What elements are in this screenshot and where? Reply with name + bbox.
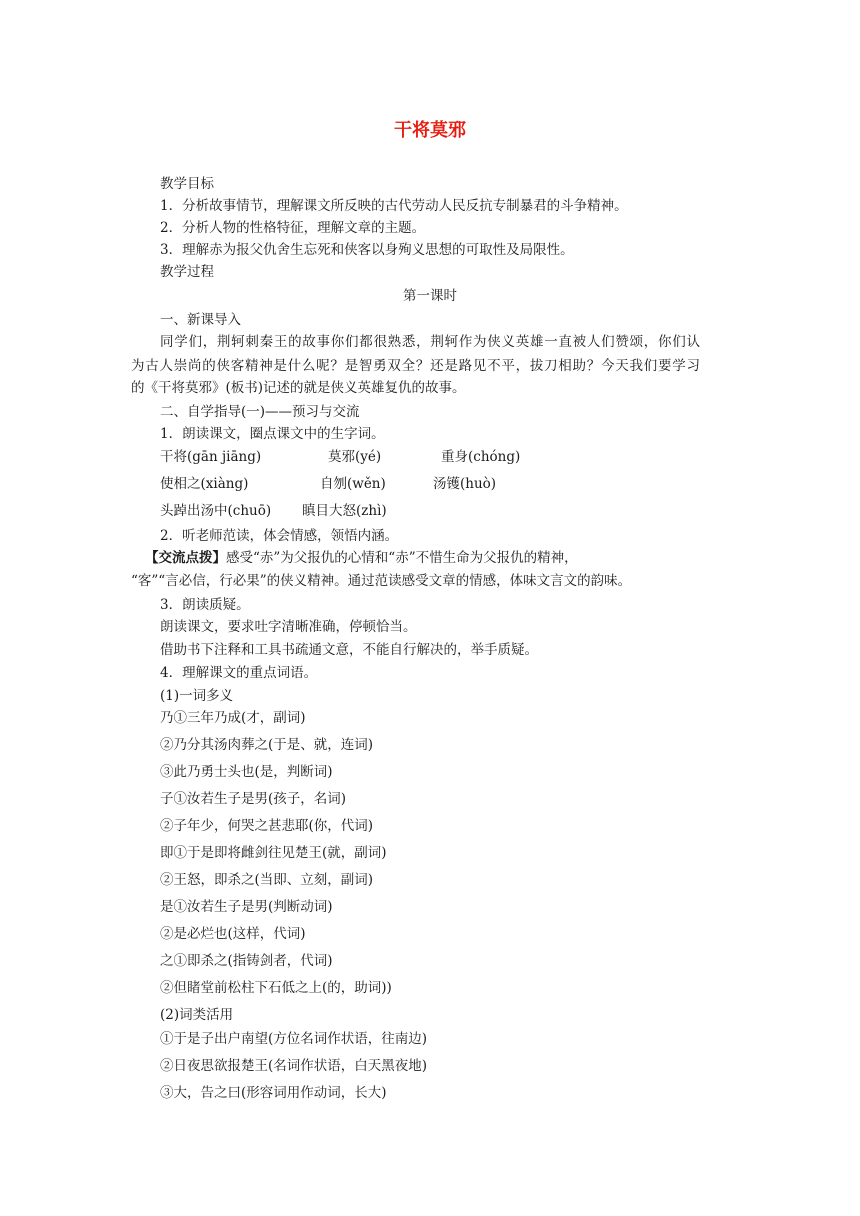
pronunciation-item: 瞋目大怒(zhì) bbox=[302, 503, 387, 519]
goal-item: 1．分析故事情节，理解课文所反映的古代劳动人民反抗专制暴君的斗争精神。 bbox=[160, 198, 628, 214]
polysemy-entry: 之①即杀之(指铸剑者，代词) bbox=[160, 953, 333, 969]
pronunciation-item: 干将(gān jiāng) bbox=[160, 449, 262, 465]
pronunciation-item: 使相之(xiàng) bbox=[160, 476, 249, 492]
polysemy-entry: ②乃分其汤肉葬之(于是、就，连词) bbox=[160, 737, 374, 753]
polysemy-entry: 是①汝若生子是男(判断动词) bbox=[160, 899, 333, 915]
task-item: 3．朗读质疑。 bbox=[160, 597, 250, 613]
goals-heading: 教学目标 bbox=[160, 176, 214, 192]
conversion-entry: ②日夜思欲报楚王(名词作状语，白天黑夜地) bbox=[160, 1058, 428, 1074]
conversion-entry: ①于是子出户南望(方位名词作状语，往南边) bbox=[160, 1031, 428, 1047]
polysemy-entry: 即①于是即将雌剑往见楚王(就，副词) bbox=[160, 845, 387, 861]
lesson-heading: 第一课时 bbox=[403, 288, 457, 304]
task-item: 4．理解课文的重点词语。 bbox=[160, 665, 318, 681]
polysemy-entry: 乃①三年乃成(才，副词) bbox=[160, 710, 306, 726]
subsection-heading: (1)一词多义 bbox=[160, 688, 234, 704]
pronunciation-row bbox=[160, 447, 520, 467]
pronunciation-row bbox=[160, 474, 496, 494]
intro-paragraph-line: 同学们，荆轲刺秦王的故事你们都很熟悉，荆轲作为侠义英雄一直被人们赞颂，你们认 bbox=[160, 334, 700, 350]
goal-item: 3．理解赤为报父仇舍生忘死和侠客以身殉义思想的可取性及局限性。 bbox=[160, 242, 574, 258]
pronunciation-row bbox=[160, 501, 387, 521]
tip-label: 【交流点拨】 bbox=[145, 550, 226, 566]
polysemy-entry: 子①汝若生子是男(孩子，名词) bbox=[160, 791, 347, 807]
process-heading: 教学过程 bbox=[160, 264, 214, 280]
polysemy-entry: ③此乃勇士头也(是，判断词) bbox=[160, 764, 333, 780]
task-item: 1．朗读课文，圈点课文中的生字词。 bbox=[160, 426, 385, 442]
tip-line bbox=[145, 548, 578, 568]
pronunciation-item: 头踔出汤中(chuō) bbox=[160, 503, 272, 519]
polysemy-entry: ②是必烂也(这样，代词) bbox=[160, 926, 306, 942]
tip-line: “客”“言必信，行必果”的侠义精神。通过范读感受文章的情感，体味文言文的韵味。 bbox=[131, 573, 632, 589]
section-heading: 二、自学指导(一)——预习与交流 bbox=[160, 404, 360, 420]
conversion-entry: ③大，告之曰(形容词用作动词，长大) bbox=[160, 1085, 387, 1101]
goal-item: 2．分析人物的性格特征，理解文章的主题。 bbox=[160, 220, 426, 236]
polysemy-entry: ②但睹堂前松柱下石低之上(的，助词)) bbox=[160, 980, 392, 996]
task-text: 借助书下注释和工具书疏通文意，不能自行解决的，举手质疑。 bbox=[160, 642, 538, 658]
pronunciation-item: 自刎(wěn) bbox=[320, 476, 386, 492]
pronunciation-item: 重身(chóng) bbox=[441, 449, 521, 465]
polysemy-entry: ②王怒，即杀之(当即、立刻，副词) bbox=[160, 872, 374, 888]
tip-text: 感受“赤”为父报仇的心情和“赤”不惜生命为父报仇的精神， bbox=[226, 550, 578, 566]
intro-paragraph-line: 为古人崇尚的侠客精神是什么呢？是智勇双全？还是路见不平，拔刀相助？今天我们要学习 bbox=[131, 358, 700, 374]
document-title: 干将莫邪 bbox=[394, 120, 466, 141]
pronunciation-item: 汤镬(huò) bbox=[433, 476, 497, 492]
pronunciation-item: 莫邪(yé) bbox=[328, 449, 382, 465]
intro-paragraph-line: 的《干将莫邪》(板书)记述的就是侠义英雄复仇的故事。 bbox=[131, 380, 466, 396]
task-text: 朗读课文，要求吐字清晰准确，停顿恰当。 bbox=[160, 619, 417, 635]
polysemy-entry: ②子年少，何哭之甚悲耶(你，代词) bbox=[160, 818, 374, 834]
section-heading: 一、新课导入 bbox=[160, 312, 241, 328]
subsection-heading: (2)词类活用 bbox=[160, 1007, 234, 1023]
task-item: 2．听老师范读，体会情感，领悟内涵。 bbox=[160, 528, 399, 544]
